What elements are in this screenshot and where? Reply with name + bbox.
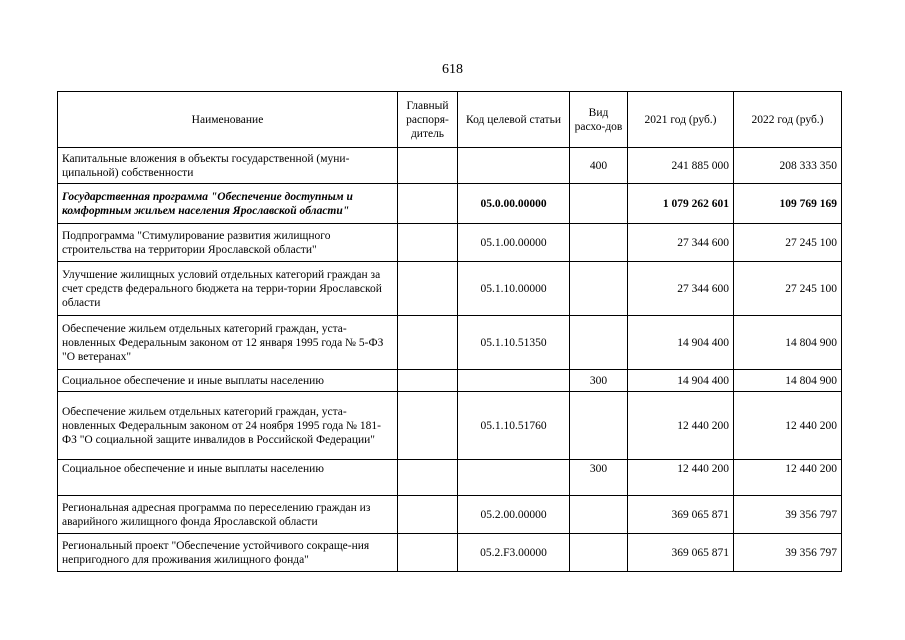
row-2022: 14 804 900 xyxy=(734,370,842,392)
row-2021: 14 904 400 xyxy=(628,316,734,370)
row-2021: 27 344 600 xyxy=(628,224,734,262)
row-kind: 300 xyxy=(570,370,628,392)
header-code: Код целевой статьи xyxy=(458,92,570,148)
row-2022: 27 245 100 xyxy=(734,224,842,262)
row-name: Государственная программа "Обеспечение доступным и комфортным жильем населения Ярославской области" xyxy=(58,184,398,224)
row-2021: 369 065 871 xyxy=(628,496,734,534)
row-2022: 14 804 900 xyxy=(734,316,842,370)
row-name: Социальное обеспечение и иные выплаты населению xyxy=(58,460,398,496)
row-kind xyxy=(570,316,628,370)
row-admin xyxy=(398,316,458,370)
table-row xyxy=(58,534,842,572)
row-name: Капитальные вложения в объекты государственной (муни-ципальной) собственности xyxy=(58,148,398,184)
row-admin xyxy=(398,262,458,316)
table-row xyxy=(58,148,842,184)
row-kind: 300 xyxy=(570,460,628,496)
row-kind xyxy=(570,262,628,316)
header-2021: 2021 год (руб.) xyxy=(628,92,734,148)
row-2021: 241 885 000 xyxy=(628,148,734,184)
row-admin xyxy=(398,392,458,460)
row-admin xyxy=(398,184,458,224)
row-admin xyxy=(398,534,458,572)
row-kind xyxy=(570,534,628,572)
table-row xyxy=(58,460,842,496)
row-name: Обеспечение жильем отдельных категорий граждан, уста-новленных Федеральным законом от 24 ноября 1995 года № 181-ФЗ "О социальной защите инвалидов в Российской Федерации" xyxy=(58,392,398,460)
row-2021: 27 344 600 xyxy=(628,262,734,316)
row-2022: 12 440 200 xyxy=(734,460,842,496)
budget-table xyxy=(57,91,842,572)
row-name: Улучшение жилищных условий отдельных категорий граждан за счет средств федерального бюджета на терри-тории Ярославской области xyxy=(58,262,398,316)
row-admin xyxy=(398,148,458,184)
row-2022: 208 333 350 xyxy=(734,148,842,184)
table-row xyxy=(58,496,842,534)
row-2022: 12 440 200 xyxy=(734,392,842,460)
row-2021: 14 904 400 xyxy=(628,370,734,392)
row-admin xyxy=(398,460,458,496)
row-kind xyxy=(570,392,628,460)
table-row xyxy=(58,184,842,224)
row-name: Региональная адресная программа по переселению граждан из аварийного жилищного фонда Ярославской области xyxy=(58,496,398,534)
row-code xyxy=(458,370,570,392)
row-admin xyxy=(398,370,458,392)
header-name: Наименование xyxy=(58,92,398,148)
row-2021: 12 440 200 xyxy=(628,460,734,496)
table-header-row xyxy=(58,92,842,148)
header-2022: 2022 год (руб.) xyxy=(734,92,842,148)
row-admin xyxy=(398,496,458,534)
row-kind xyxy=(570,496,628,534)
row-code: 05.1.10.00000 xyxy=(458,262,570,316)
table-row xyxy=(58,370,842,392)
row-2021: 369 065 871 xyxy=(628,534,734,572)
row-2021: 12 440 200 xyxy=(628,392,734,460)
row-name: Региональный проект "Обеспечение устойчивого сокраще-ния непригодного для проживания жилищного фонда" xyxy=(58,534,398,572)
table-row xyxy=(58,224,842,262)
row-code xyxy=(458,148,570,184)
table-row xyxy=(58,392,842,460)
row-code: 05.2.00.00000 xyxy=(458,496,570,534)
table-row xyxy=(58,262,842,316)
row-code: 05.0.00.00000 xyxy=(458,184,570,224)
table-row xyxy=(58,316,842,370)
row-name: Подпрограмма "Стимулирование развития жилищного строительства на территории Ярославской области" xyxy=(58,224,398,262)
row-name: Социальное обеспечение и иные выплаты населению xyxy=(58,370,398,392)
page-number: 618 xyxy=(442,62,463,77)
row-code: 05.1.00.00000 xyxy=(458,224,570,262)
row-2022: 39 356 797 xyxy=(734,496,842,534)
row-kind: 400 xyxy=(570,148,628,184)
row-2021: 1 079 262 601 xyxy=(628,184,734,224)
row-name: Обеспечение жильем отдельных категорий граждан, уста-новленных Федеральным законом от 12 января 1995 года № 5-ФЗ "О ветеранах" xyxy=(58,316,398,370)
row-2022: 109 769 169 xyxy=(734,184,842,224)
header-kind: Вид расхо-дов xyxy=(570,92,628,148)
row-kind xyxy=(570,224,628,262)
row-kind xyxy=(570,184,628,224)
row-code: 05.1.10.51760 xyxy=(458,392,570,460)
row-admin xyxy=(398,224,458,262)
row-2022: 39 356 797 xyxy=(734,534,842,572)
row-code xyxy=(458,460,570,496)
row-code: 05.2.F3.00000 xyxy=(458,534,570,572)
header-admin: Главный распоря-дитель xyxy=(398,92,458,148)
row-code: 05.1.10.51350 xyxy=(458,316,570,370)
row-2022: 27 245 100 xyxy=(734,262,842,316)
